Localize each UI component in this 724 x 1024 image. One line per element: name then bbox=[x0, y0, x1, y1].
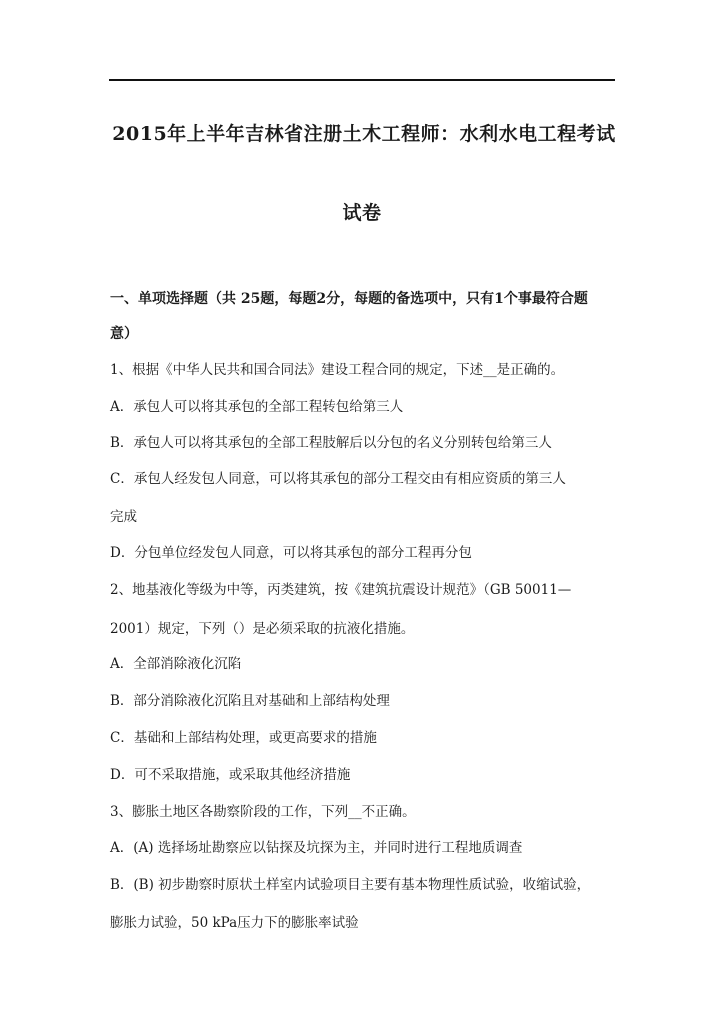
question-3-option-a: A．(A) 选择场址勘察应以钻探及坑探为主，并同时进行工程地质调查 bbox=[110, 840, 523, 856]
question-3-option-b: B．(B) 初步勘察时原状土样室内试验项目主要有基本物理性质试验，收缩试验， bbox=[110, 877, 591, 893]
question-2-option-b: B．部分消除液化沉陷且对基础和上部结构处理 bbox=[110, 693, 390, 709]
document-title-line-1: 2015年上半年吉林省注册土木工程师：水利水电工程考试 bbox=[112, 123, 616, 145]
question-2-option-d: D．可不采取措施，或采取其他经济措施 bbox=[110, 767, 351, 783]
question-2-option-a: A．全部消除液化沉陷 bbox=[110, 656, 242, 672]
question-2-stem: 2、地基液化等级为中等，丙类建筑，按《建筑抗震设计规范》（GB 50011— bbox=[110, 582, 572, 598]
question-2-stem-continuation: 2001）规定，下列（）是必须采取的抗液化措施。 bbox=[110, 621, 415, 637]
section-heading-continuation: 意） bbox=[110, 326, 138, 342]
question-2-option-c: C．基础和上部结构处理，或更高要求的措施 bbox=[110, 730, 377, 746]
document-title-line-2: 试卷 bbox=[342, 202, 382, 224]
question-3-stem: 3、膨胀土地区各勘察阶段的工作，下列__不正确。 bbox=[110, 804, 416, 820]
question-1-option-c: C．承包人经发包人同意，可以将其承包的部分工程交由有相应资质的第三人 bbox=[110, 471, 566, 487]
question-1-option-b: B．承包人可以将其承包的全部工程肢解后以分包的名义分别转包给第三人 bbox=[110, 435, 552, 451]
question-3-option-b-continuation: 膨胀力试验，50 kPa压力下的膨胀率试验 bbox=[110, 915, 359, 931]
question-1-option-d: D．分包单位经发包人同意，可以将其承包的部分工程再分包 bbox=[110, 545, 472, 561]
section-heading: 一、单项选择题（共 25题，每题2分，每题的备选项中，只有1个事最符合题 bbox=[110, 291, 588, 307]
question-1-stem: 1、根据《中华人民共和国合同法》建设工程合同的规定，下述__是正确的。 bbox=[110, 362, 565, 378]
header-rule bbox=[109, 79, 615, 81]
question-1-option-c-continuation: 完成 bbox=[110, 509, 137, 525]
question-1-option-a: A．承包人可以将其承包的全部工程转包给第三人 bbox=[110, 399, 404, 415]
